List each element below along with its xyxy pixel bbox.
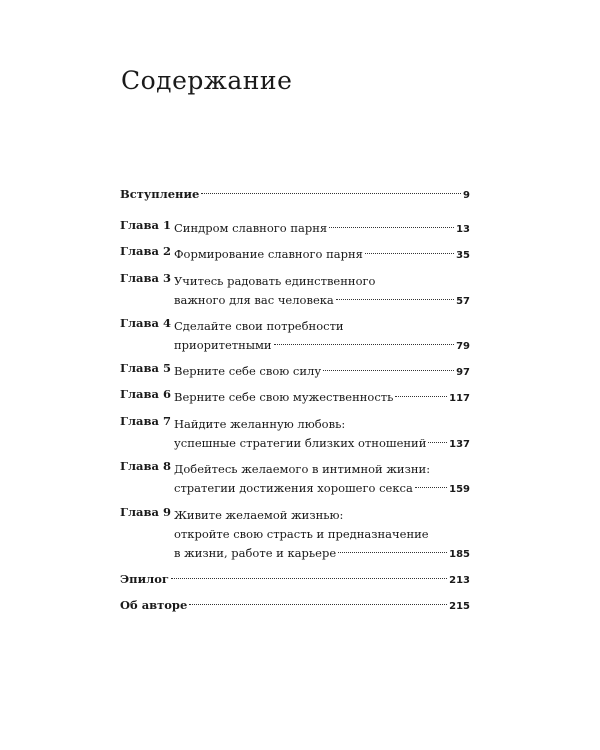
- chapter-label: Глава 4: [120, 316, 171, 330]
- chapter-title-line: Добейтесь желаемого в интимной жизни:: [174, 462, 431, 476]
- toc-page-number: 185: [449, 549, 470, 560]
- toc-entry-epilogue[interactable]: [120, 569, 470, 595]
- toc-entry-chapter-6[interactable]: [120, 387, 470, 414]
- toc-entry-chapter-2[interactable]: [120, 244, 470, 271]
- chapter-label: Глава 3: [120, 271, 171, 285]
- chapter-title-line: Верните себе свою мужественность: [174, 390, 394, 404]
- chapter-title-line: Сделайте свои потребности: [174, 319, 344, 333]
- chapter-label: Глава 1: [120, 218, 171, 232]
- toc-entry-chapter-5[interactable]: [120, 361, 470, 387]
- toc-page-number: 57: [456, 296, 470, 307]
- toc-page-number: 213: [449, 575, 470, 586]
- chapter-title-line: стратегии достижения хорошего секса: [174, 481, 413, 495]
- dot-leader: [329, 227, 454, 228]
- toc-entry-chapter-7[interactable]: [120, 414, 470, 459]
- chapter-label: Глава 9: [120, 505, 171, 519]
- dot-leader: [201, 193, 461, 194]
- toc-entry-about-author[interactable]: [120, 595, 470, 621]
- dot-leader: [395, 396, 447, 397]
- toc-page-number: 9: [463, 190, 470, 201]
- dot-leader: [171, 578, 447, 579]
- toc-entry-chapter-4[interactable]: [120, 316, 470, 361]
- chapter-title-line: откройте свою страсть и предназначение: [174, 527, 429, 541]
- chapter-title-line: важного для вас человека: [174, 293, 334, 307]
- chapter-title-line: Найдите желанную любовь:: [174, 417, 346, 431]
- chapter-title-line: в жизни, работе и карьере: [174, 546, 337, 560]
- dot-leader: [323, 370, 454, 371]
- chapter-title-line: Учитесь радовать единственного: [174, 274, 376, 288]
- toc-page-number: 79: [456, 341, 470, 352]
- toc-page-number: 117: [449, 393, 470, 404]
- chapter-label: Глава 7: [120, 414, 171, 428]
- toc-page-number: 13: [456, 224, 470, 235]
- page-title: Содержание: [121, 66, 293, 95]
- dot-leader: [189, 604, 447, 605]
- toc-page-number: 215: [449, 601, 470, 612]
- toc-page-number: 137: [449, 439, 470, 450]
- chapter-title-line: приоритетными: [174, 338, 272, 352]
- chapter-title-line: Формирование славного парня: [174, 247, 363, 261]
- dot-leader: [274, 344, 454, 345]
- dot-leader: [336, 299, 454, 300]
- toc-entry-chapter-8[interactable]: [120, 459, 470, 505]
- toc-entry-label: Эпилог: [120, 572, 169, 586]
- chapter-label: Глава 8: [120, 459, 171, 473]
- toc-page-number: 35: [456, 250, 470, 261]
- chapter-title-line: успешные стратегии близких отношений: [174, 436, 427, 450]
- toc-entry-intro[interactable]: [120, 184, 470, 218]
- toc-entry-chapter-9[interactable]: [120, 505, 470, 569]
- dot-leader: [338, 552, 447, 553]
- chapter-title-line: Синдром славного парня: [174, 221, 328, 235]
- toc-page-number: 97: [456, 367, 470, 378]
- chapter-title-line: Верните себе свою силу: [174, 364, 322, 378]
- toc-page-number: 159: [449, 484, 470, 495]
- dot-leader: [428, 442, 447, 443]
- toc-entry-label: Об авторе: [120, 598, 188, 612]
- toc-entry-chapter-3[interactable]: [120, 271, 470, 316]
- dot-leader: [415, 487, 447, 488]
- dot-leader: [365, 253, 454, 254]
- toc-entry-label: Вступление: [120, 187, 200, 201]
- chapter-label: Глава 6: [120, 387, 171, 401]
- chapter-label: Глава 2: [120, 244, 171, 258]
- chapter-title-line: Живите желаемой жизнью:: [174, 508, 344, 522]
- chapter-label: Глава 5: [120, 361, 171, 375]
- table-of-contents: [120, 184, 470, 621]
- toc-entry-chapter-1[interactable]: [120, 218, 470, 244]
